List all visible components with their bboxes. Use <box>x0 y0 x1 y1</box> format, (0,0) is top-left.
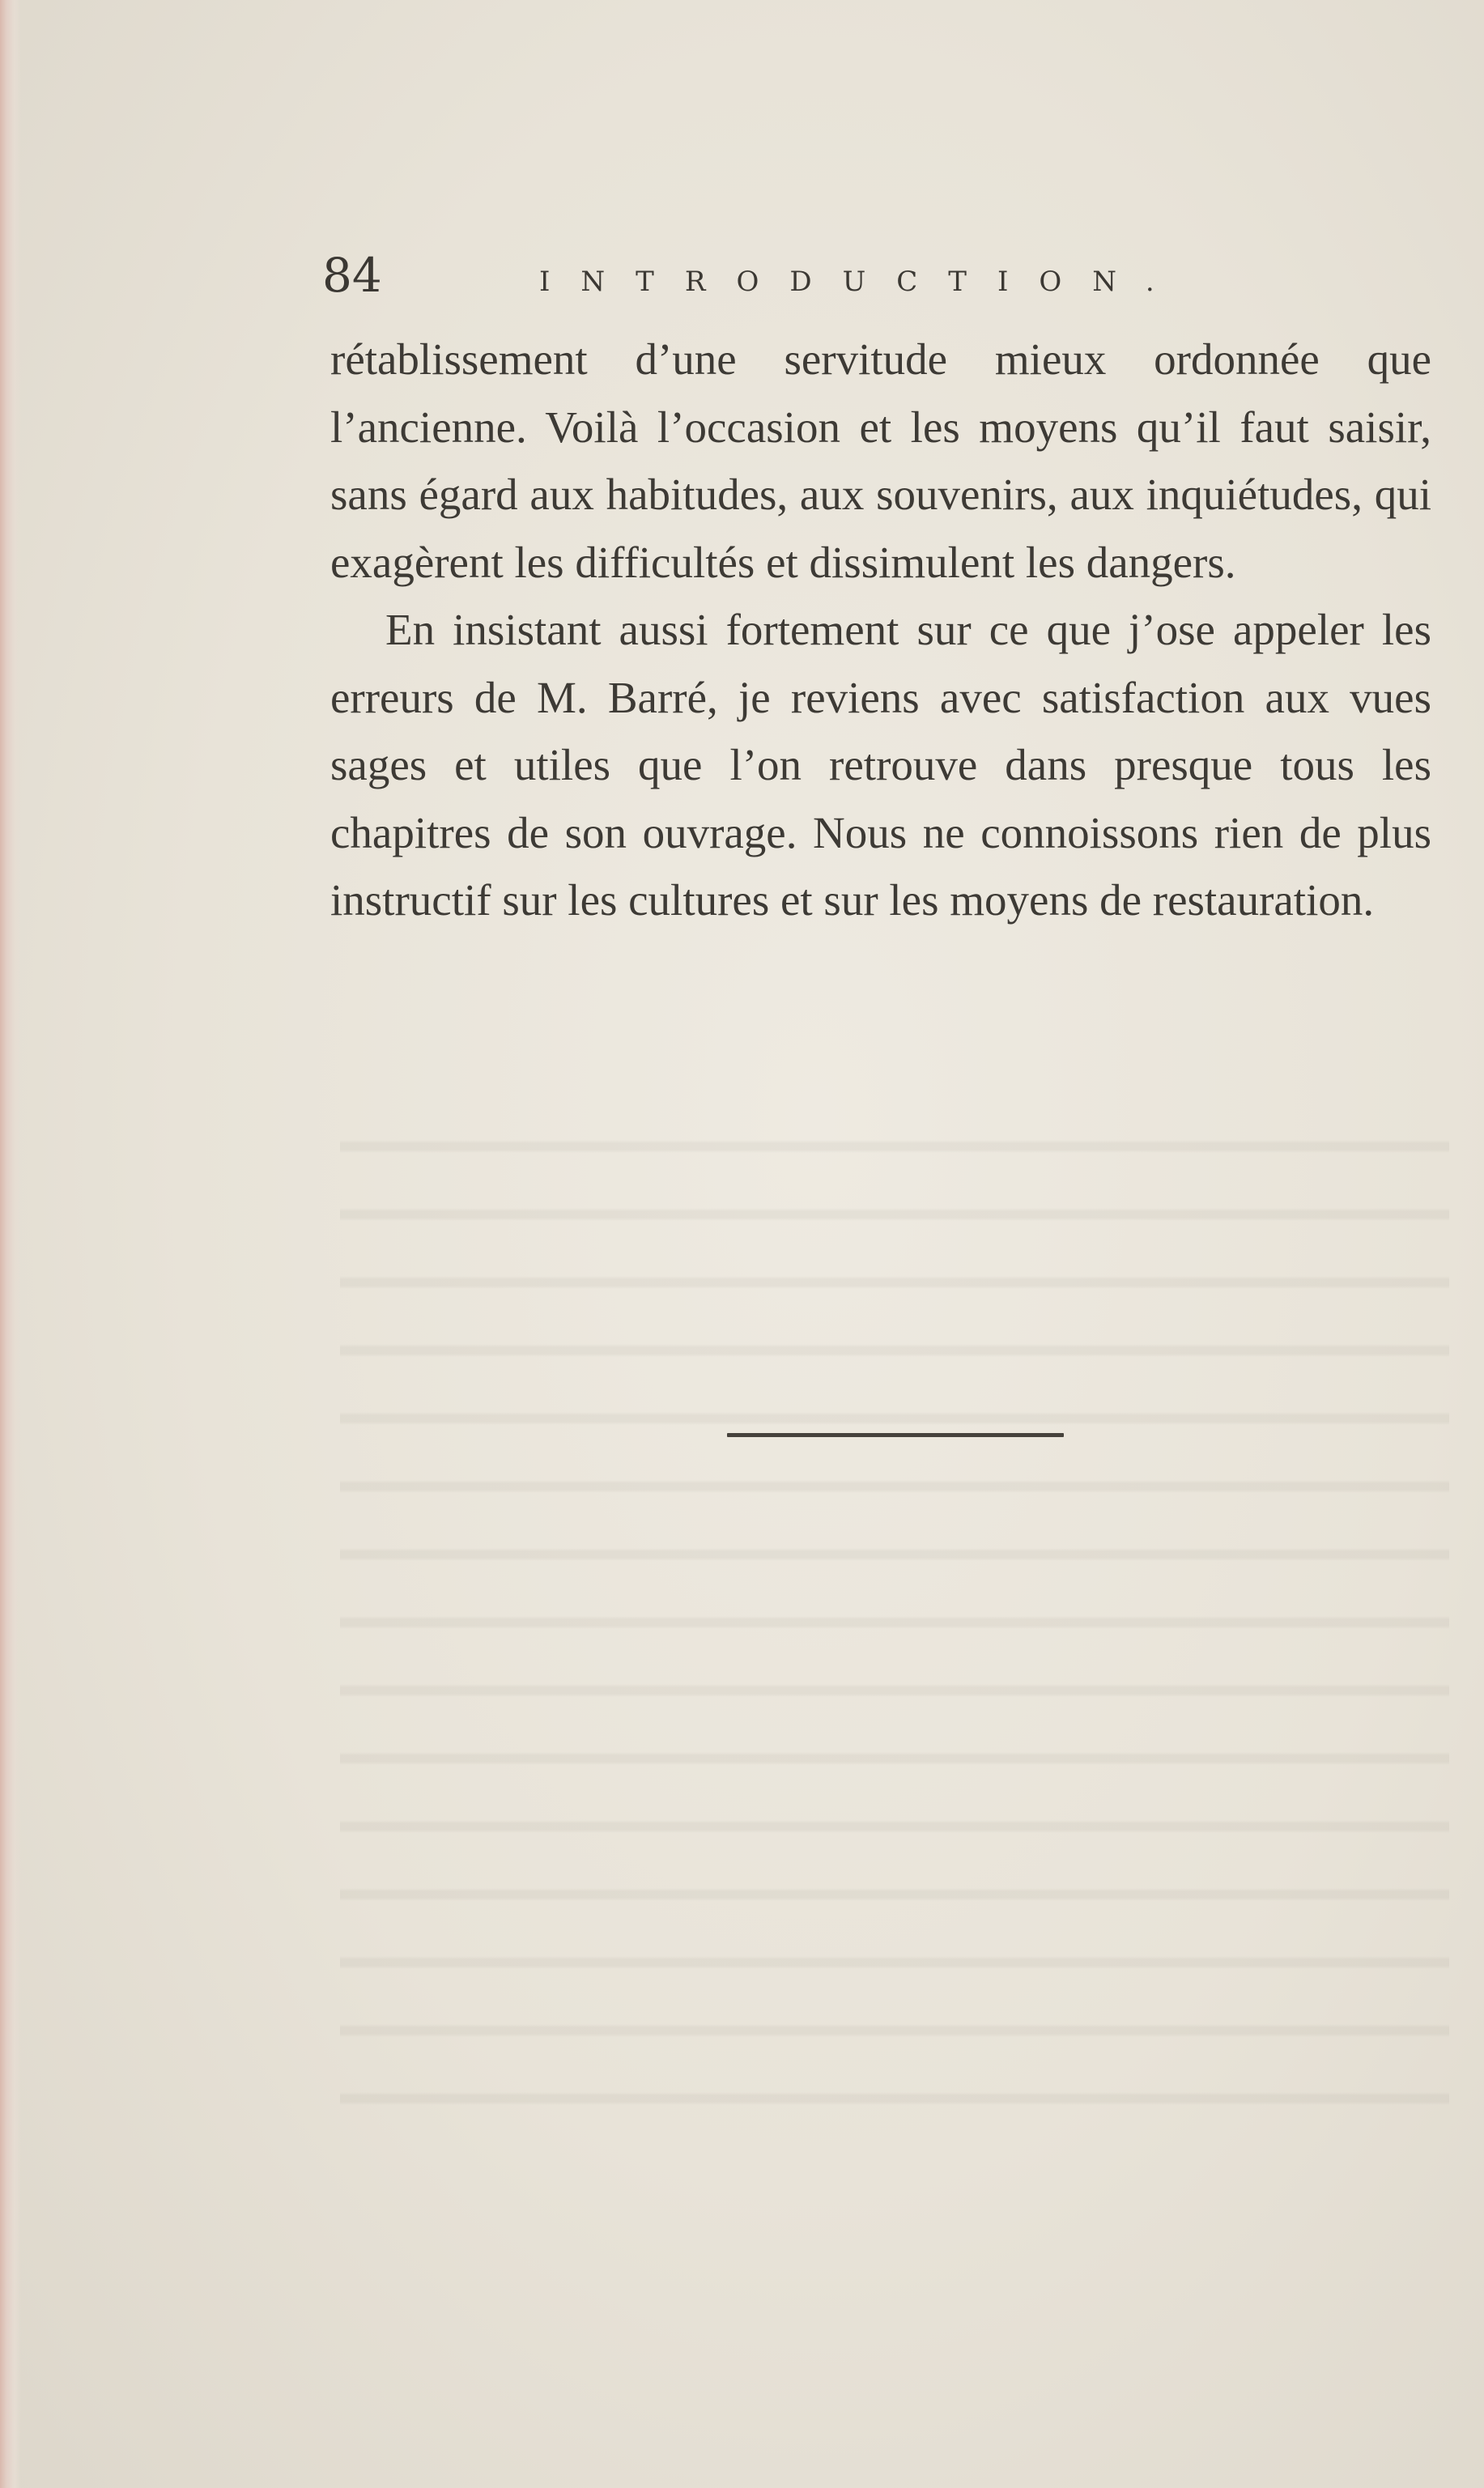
body-text <box>330 325 1431 934</box>
page-number: 84 <box>322 248 382 303</box>
running-title: INTRODUCTION. <box>539 266 1185 298</box>
show-through <box>340 1093 1449 2105</box>
section-divider <box>727 1433 1064 1437</box>
paragraph-1: rétablissement d’une servitude mieux ordonnée que l’ancienne. Voilà l’occasion et les moyens qu’il faut saisir, sans égard aux habitudes, aux souvenirs, aux inquiétudes, qui exagèrent les difficultés et dissimulent les dangers. <box>330 334 1431 587</box>
paragraph-2: En insistant aussi fortement sur ce que j’ose appeler les erreurs de M. Barré, je reviens avec satisfaction aux vues sages et utiles que l’on retrouve dans presque tous les chapitres de son ouvrage. Nous ne connoissons rien de plus instructif sur les cultures et sur les moyens de restauration. <box>330 605 1431 925</box>
binding-edge <box>0 0 21 2488</box>
running-head <box>322 243 1439 316</box>
